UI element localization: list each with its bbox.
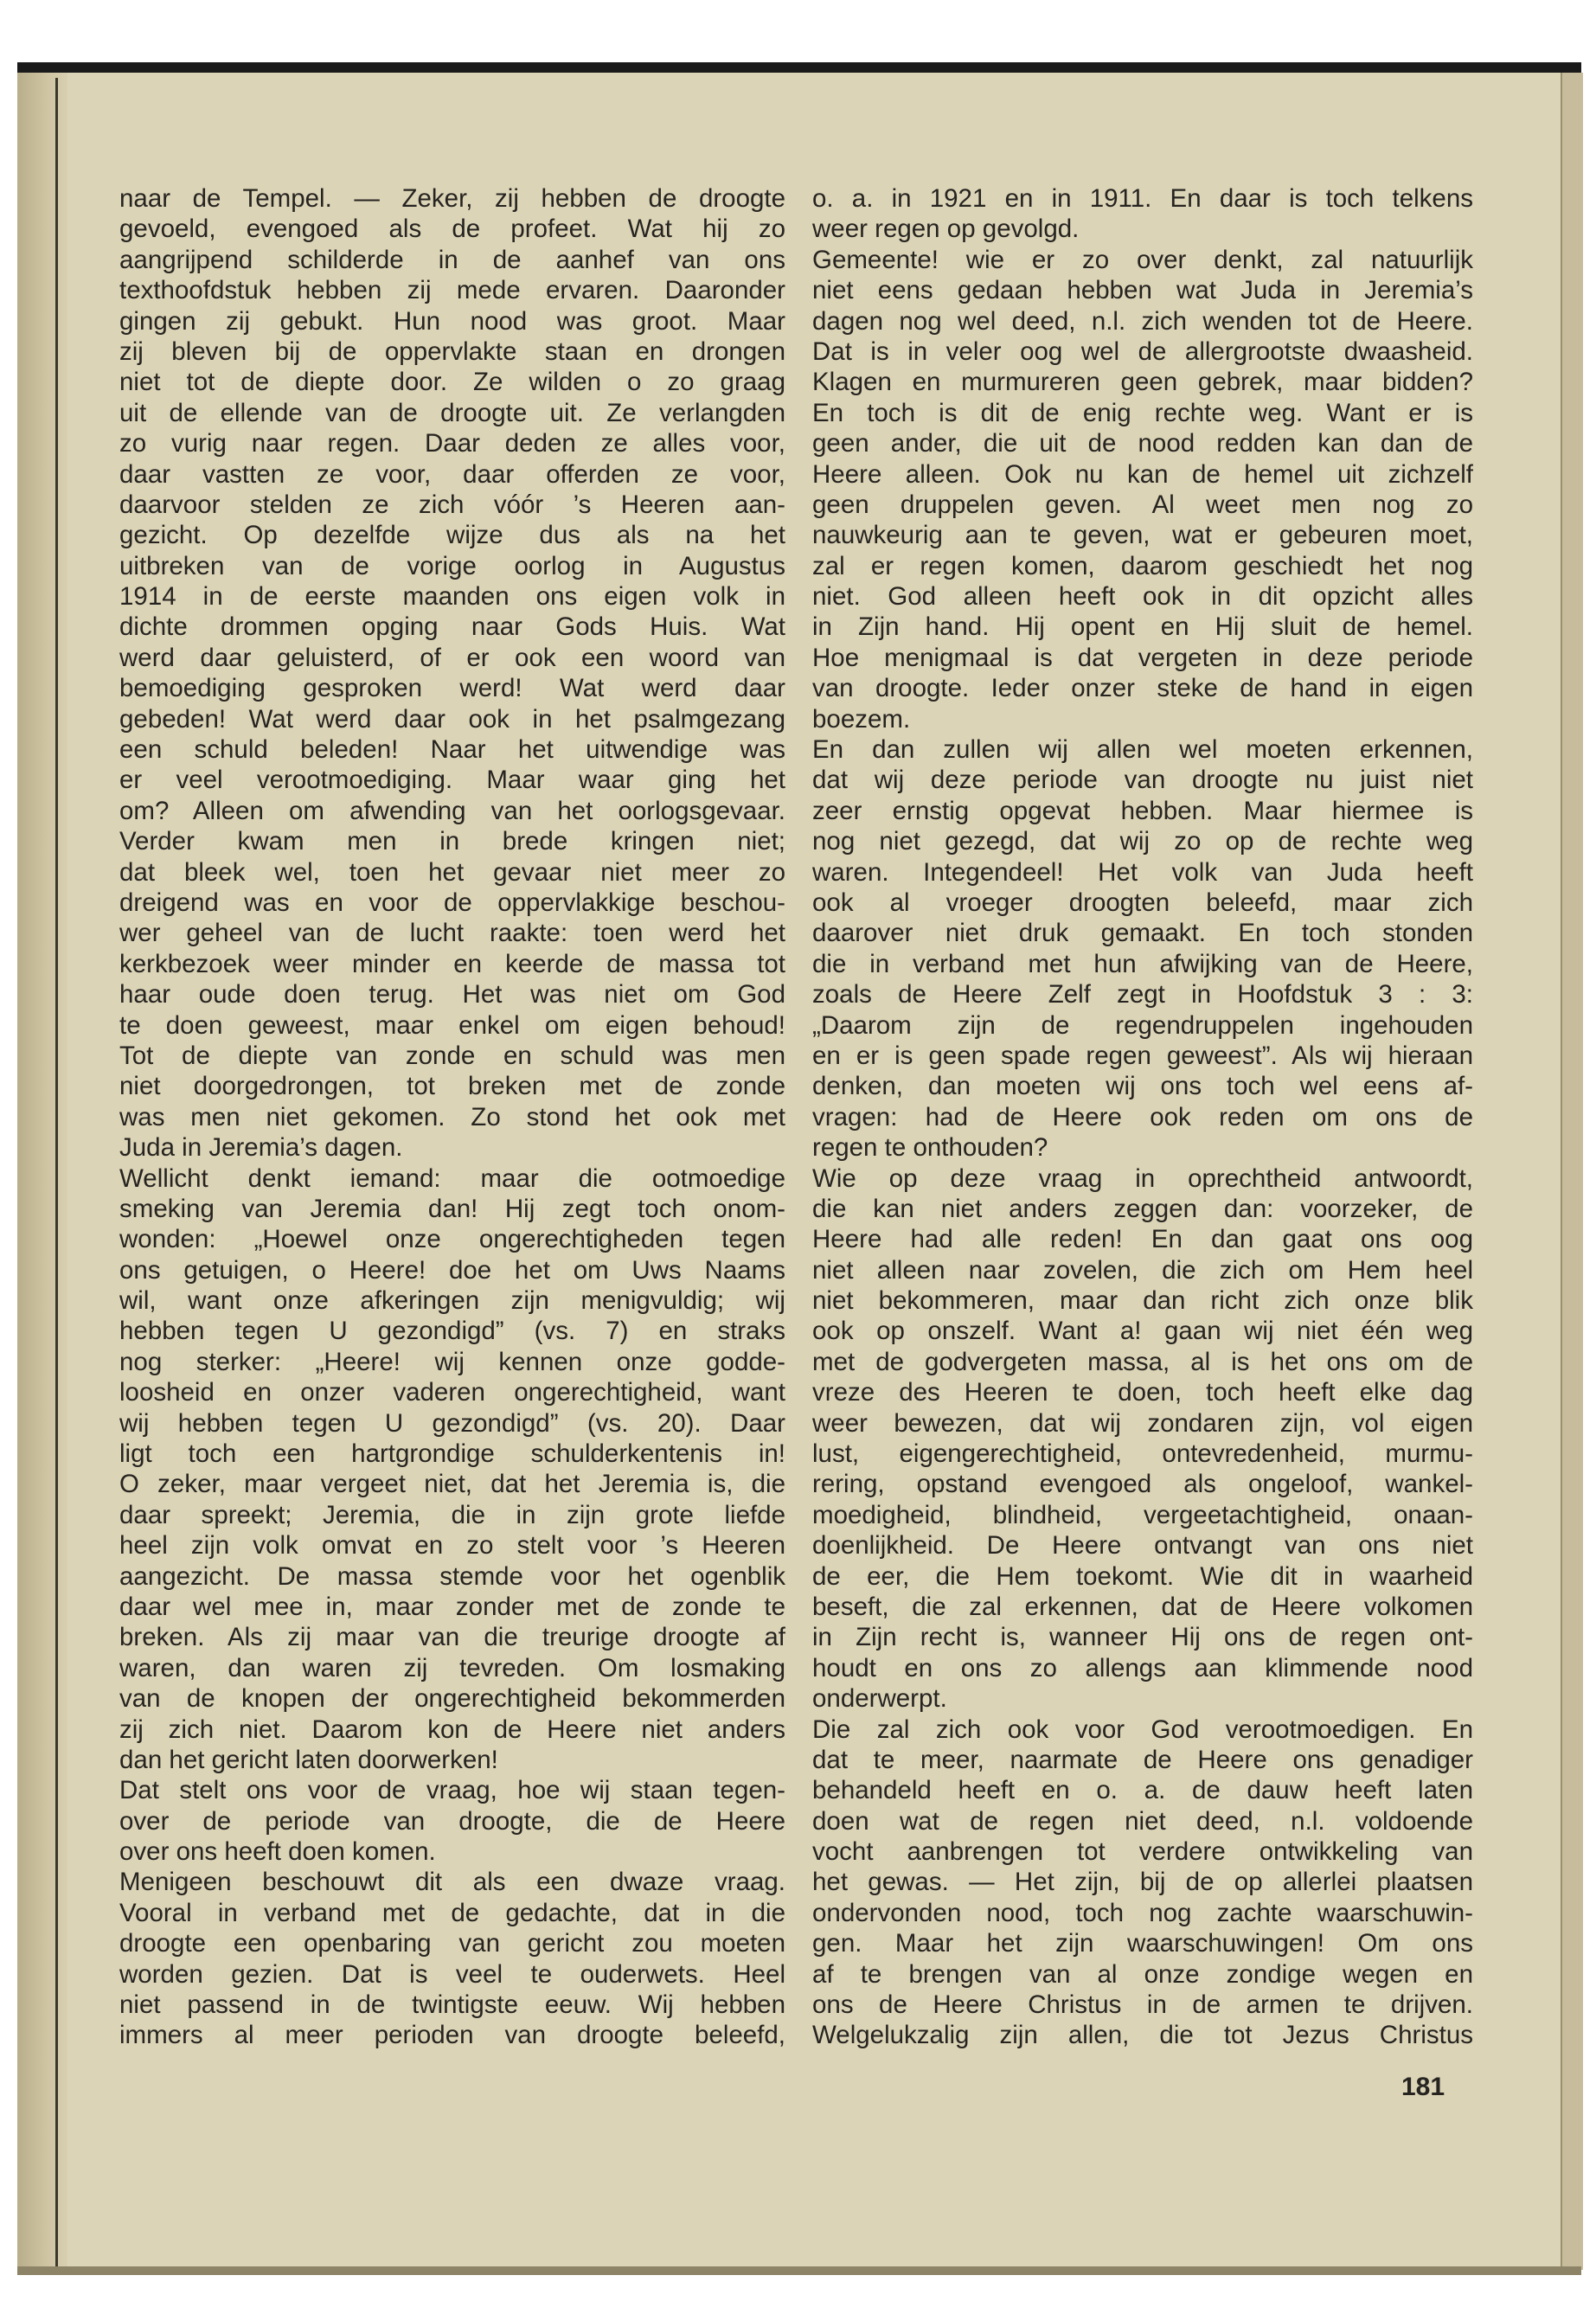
text-line: over ons heeft doen komen. [119, 1837, 436, 1867]
binding-line [55, 78, 58, 2266]
text-line: Dat stelt ons voor de vraag, hoe wij staan tegen- [119, 1776, 785, 1805]
text-line: dreigend was en voor de oppervlakkige beschou- [119, 888, 785, 917]
text-line: lust, eigengerechtigheid, ontevredenheid, murmu- [812, 1439, 1473, 1469]
text-line: smeking van Jeremia dan! Hij zegt toch onom- [119, 1194, 785, 1223]
text-line: wonden: „Hoewel onze ongerechtigheden tegen [119, 1225, 785, 1254]
text-line: niet bekommeren, maar dan richt zich onze blik [812, 1286, 1473, 1316]
text-line: Heere alleen. Ook nu kan de hemel uit zichzelf [812, 459, 1473, 489]
text-line: regen te onthouden? [812, 1133, 1048, 1163]
text-line: onderwerpt. [812, 1684, 947, 1714]
text-line: ons de Heere Christus in de armen te drijven. [812, 1990, 1473, 2020]
text-line: Vooral in verband met de gedachte, dat in die [119, 1898, 785, 1927]
text-line: niet eens gedaan hebben wat Juda in Jeremia’s [812, 276, 1473, 305]
text-line: dagen nog wel deed, n.l. zich wenden tot de Heere. [812, 306, 1473, 336]
text-line: die in verband met hun afwijking van de Heere, [812, 949, 1473, 978]
left-text-column [119, 183, 785, 2051]
text-line: haar oude doen terug. Het was niet om God [119, 980, 785, 1009]
text-line: En toch is dit de enig rechte weg. Want er is [812, 398, 1473, 427]
text-line: de eer, die Hem toekomt. Wie dit in waarheid [812, 1561, 1473, 1591]
text-line: een schuld beleden! Naar het uitwendige was [119, 735, 785, 765]
text-line: dat bleek wel, toen het gevaar niet meer zo [119, 857, 785, 887]
text-line: ons getuigen, o Heere! doe het om Uws Naams [119, 1255, 785, 1285]
book-spine-gutter [17, 73, 67, 2270]
text-line: dat wij deze periode van droogte nu juist niet [812, 766, 1473, 795]
text-line: over de periode van droogte, die de Heere [119, 1806, 785, 1836]
text-line: worden gezien. Dat is veel te ouderwets. Heel [119, 1959, 785, 1989]
scan-bottom-edge [17, 2266, 1581, 2275]
text-line: 1914 in de eerste maanden ons eigen volk in [119, 582, 785, 612]
text-line: vragen: had de Heere ook reden om ons de [812, 1102, 1473, 1131]
text-line: Menigeen beschouwt dit als een dwaze vraag. [119, 1868, 785, 1897]
text-line: breken. Als zij maar van die treurige droogte af [119, 1623, 785, 1652]
text-line: ligt toch een hartgrondige schulderkentenis in! [119, 1439, 785, 1469]
text-line: Wie op deze vraag in oprechtheid antwoordt, [812, 1163, 1473, 1193]
text-line: „Daarom zijn de regendruppelen ingehouden [812, 1010, 1473, 1040]
text-line: en er is geen spade regen geweest”. Als wij hieraan [812, 1041, 1473, 1070]
page-number: 181 [1401, 2073, 1445, 2101]
text-line: daar vastten ze voor, daar offerden ze voor, [119, 459, 785, 489]
text-line: gebeden! Wat werd daar ook in het psalmgezang [119, 704, 785, 734]
text-line: geen ander, die uit de nood redden kan dan de [812, 429, 1473, 458]
text-line: van de knopen der ongerechtigheid bekommerden [119, 1684, 785, 1714]
text-line: niet tot de diepte door. Ze wilden o zo graag [119, 368, 785, 397]
text-line: aangrijpend schilderde in de aanhef van ons [119, 245, 785, 274]
text-line: waren, dan waren zij tevreden. Om losmaking [119, 1653, 785, 1682]
text-line: dat te meer, naarmate de Heere ons genadiger [812, 1745, 1473, 1774]
text-line: kerkbezoek weer minder en keerde de massa tot [119, 949, 785, 978]
text-line: waren. Integendeel! Het volk van Juda heeft [812, 857, 1473, 887]
text-line: niet. God alleen heeft ook in dit opzicht alles [812, 582, 1473, 612]
text-line: Juda in Jeremia’s dagen. [119, 1133, 403, 1163]
text-line: rering, opstand evengoed als ongeloof, wankel- [812, 1470, 1473, 1499]
text-line: behandeld heeft en o. a. de dauw heeft laten [812, 1776, 1473, 1805]
text-line: doenlijkheid. De Heere ontvangt van ons niet [812, 1531, 1473, 1561]
text-line: niet alleen naar zovelen, die zich om Hem heel [812, 1255, 1473, 1285]
text-line: dan het gericht laten doorwerken! [119, 1745, 498, 1774]
text-line: nog sterker: „Heere! wij kennen onze godde- [119, 1347, 785, 1376]
text-line: moedigheid, blindheid, vergeetachtigheid, onaan- [812, 1500, 1473, 1529]
text-line: Heere had alle reden! En dan gaat ons oog [812, 1225, 1473, 1254]
text-line: immers al meer perioden van droogte beleefd, [119, 2021, 785, 2050]
text-line: hebben tegen U gezondigd” (vs. 7) en straks [119, 1317, 785, 1346]
text-line: droogte een openbaring van gericht zou moeten [119, 1929, 785, 1958]
text-line: gevoeld, evengoed als de profeet. Wat hij zo [119, 215, 785, 244]
text-line: met de godvergeten massa, al is het ons om de [812, 1347, 1473, 1376]
text-line: houdt en ons zo allengs aan klimmende nood [812, 1653, 1473, 1682]
text-line: om? Alleen om afwending van het oorlogsgevaar. [119, 796, 785, 825]
text-line: gezicht. Op dezelfde wijze dus als na het [119, 521, 785, 550]
text-line: heel zijn volk omvat en zo stelt voor ’s Heeren [119, 1531, 785, 1561]
text-line: daarvoor stelden ze zich vóór ’s Heeren aan- [119, 490, 785, 519]
text-line: was men niet gekomen. Zo stond het ook met [119, 1102, 785, 1131]
text-line: Hoe menigmaal is dat vergeten in deze periode [812, 643, 1473, 672]
text-line: ondervonden nood, toch nog zachte waarschuwin- [812, 1898, 1473, 1927]
text-line: bemoediging gesproken werd! Wat werd daar [119, 674, 785, 703]
text-line: ook al vroeger droogten beleefd, maar zich [812, 888, 1473, 917]
text-line: En dan zullen wij allen wel moeten erkennen, [812, 735, 1473, 765]
text-line: af te brengen van al onze zondige wegen en [812, 1959, 1473, 1989]
text-line: werd daar geluisterd, of er ook een woord van [119, 643, 785, 672]
text-line: Dat is in veler oog wel de allergrootste dwaasheid. [812, 336, 1473, 366]
text-line: gen. Maar het zijn waarschuwingen! Om ons [812, 1929, 1473, 1958]
text-line: niet passend in de twintigste eeuw. Wij hebben [119, 1990, 785, 2020]
text-line: ook op onszelf. Want a! gaan wij niet één weg [812, 1317, 1473, 1346]
text-line: loosheid en onzer vaderen ongerechtigheid, want [119, 1378, 785, 1407]
text-line: van droogte. Ieder onzer steke de hand in eigen [812, 674, 1473, 703]
text-line: Die zal zich ook voor God verootmoedigen. En [812, 1715, 1473, 1744]
text-line: die kan niet anders zeggen dan: voorzeker, de [812, 1194, 1473, 1223]
text-line: wij hebben tegen U gezondigd” (vs. 20). Daar [119, 1408, 785, 1438]
text-line: zeer ernstig opgevat hebben. Maar hiermee is [812, 796, 1473, 825]
text-line: zal er regen komen, daarom geschiedt het nog [812, 551, 1473, 580]
text-line: nog niet gezegd, dat wij zo op de rechte weg [812, 827, 1473, 856]
text-line: nauwkeurig aan te geven, wat er gebeuren moet, [812, 521, 1473, 550]
right-text-column [812, 183, 1473, 2051]
text-line: vreze des Heeren te doen, toch heeft elke dag [812, 1378, 1473, 1407]
text-line: te doen geweest, maar enkel om eigen behoud! [119, 1010, 785, 1040]
text-line: zij zich niet. Daarom kon de Heere niet anders [119, 1715, 785, 1744]
text-line: er veel verootmoediging. Maar waar ging het [119, 766, 785, 795]
text-line: o. a. in 1921 en in 1911. En daar is toch telkens [812, 184, 1473, 213]
text-line: zij bleven bij de oppervlakte staan en drongen [119, 336, 785, 366]
text-line: weer bewezen, dat wij zondaren zijn, vol eigen [812, 1408, 1473, 1438]
text-line: in Zijn recht is, wanneer Hij ons de regen ont- [812, 1623, 1473, 1652]
text-line: wil, want onze afkeringen zijn menigvuldig; wij [119, 1286, 785, 1316]
text-line: boezem. [812, 704, 911, 734]
text-line: Klagen en murmureren geen gebrek, maar bidden? [812, 368, 1473, 397]
text-line: niet doorgedrongen, tot breken met de zonde [119, 1072, 785, 1101]
text-line: zoals de Heere Zelf zegt in Hoofdstuk 3 : 3: [812, 980, 1473, 1009]
text-line: Verder kwam men in brede kringen niet; [119, 827, 785, 856]
text-line: Tot de diepte van zonde en schuld was men [119, 1041, 785, 1070]
text-line: Welgelukzalig zijn allen, die tot Jezus Christus [812, 2021, 1473, 2050]
text-line: daarover niet druk gemaakt. En toch stonden [812, 919, 1473, 948]
text-line: doen wat de regen niet deed, n.l. voldoende [812, 1806, 1473, 1836]
text-line: weer regen op gevolgd. [812, 215, 1080, 244]
text-line: gingen zij gebukt. Hun nood was groot. Maar [119, 306, 785, 336]
text-line: uitbreken van de vorige oorlog in Augustus [119, 551, 785, 580]
text-line: Wellicht denkt iemand: maar die ootmoedige [119, 1163, 785, 1193]
text-line: het gewas. — Het zijn, bij de op allerlei plaatsen [812, 1868, 1473, 1897]
text-line: in Zijn hand. Hij opent en Hij sluit de hemel. [812, 612, 1473, 642]
text-line: dichte drommen opging naar Gods Huis. Wat [119, 612, 785, 642]
text-line: uit de ellende van de droogte uit. Ze verlangden [119, 398, 785, 427]
text-line: daar spreekt; Jeremia, die in zijn grote liefde [119, 1500, 785, 1529]
text-line: geen druppelen geven. Al weet men nog zo [812, 490, 1473, 519]
text-line: daar wel mee in, maar zonder met de zonde te [119, 1592, 785, 1621]
text-line: wer geheel van de lucht raakte: toen werd het [119, 919, 785, 948]
text-line: vocht aanbrengen tot verdere ontwikkeling van [812, 1837, 1473, 1867]
text-line: texthoofdstuk hebben zij mede ervaren. Daaronder [119, 276, 785, 305]
text-line: denken, dan moeten wij ons toch wel eens af- [812, 1072, 1473, 1101]
text-line: O zeker, maar vergeet niet, dat het Jeremia is, die [119, 1470, 785, 1499]
page-right-edge [1561, 73, 1583, 2270]
text-line: Gemeente! wie er zo over denkt, zal natuurlijk [812, 245, 1473, 274]
text-line: naar de Tempel. — Zeker, zij hebben de droogte [119, 184, 785, 213]
text-line: beseft, die zal erkennen, dat de Heere volkomen [812, 1592, 1473, 1621]
text-line: aangezicht. De massa stemde voor het ogenblik [119, 1561, 785, 1591]
text-line: zo vurig naar regen. Daar deden ze alles voor, [119, 429, 785, 458]
